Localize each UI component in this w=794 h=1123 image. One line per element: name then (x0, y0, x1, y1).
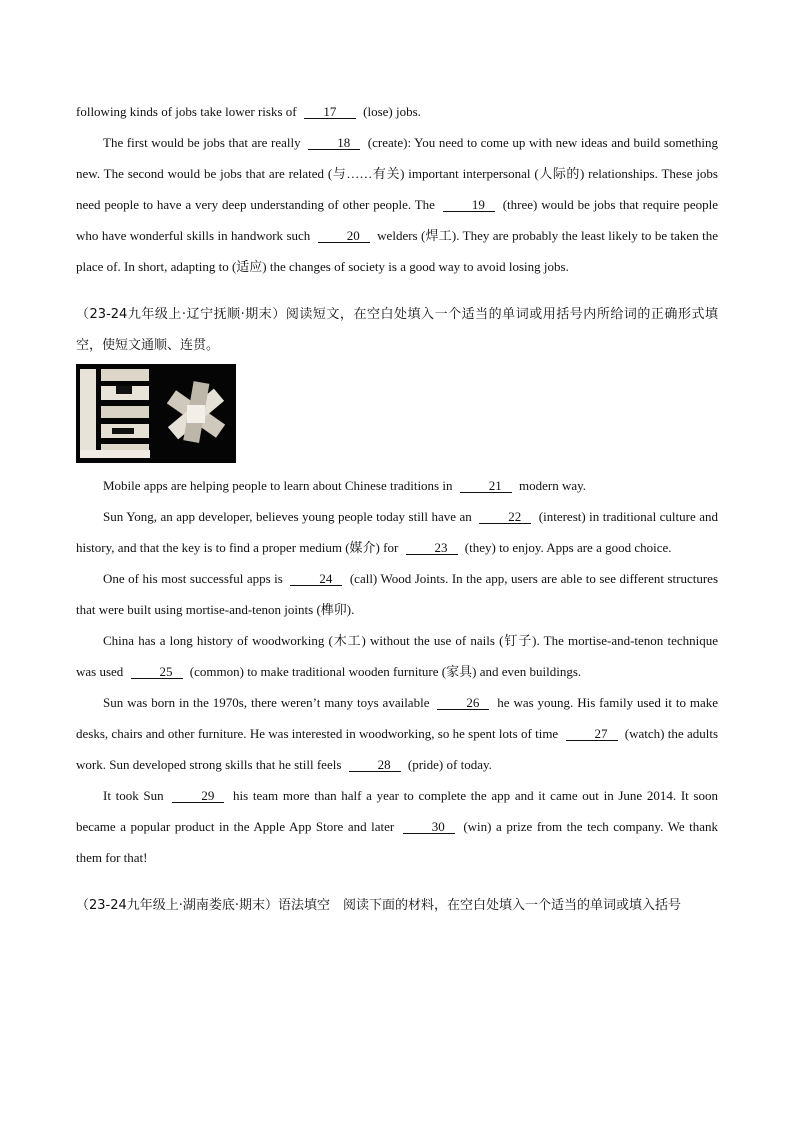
blank-17[interactable]: 17 (304, 105, 356, 119)
text: (watch) the adults work. Sun developed strong skills that he still feels (76, 726, 719, 772)
wooden-puzzle-image (76, 364, 236, 463)
passage1-line0 (76, 96, 718, 127)
text: (win) a prize from the tech company. We thank them for that! (76, 819, 719, 865)
document-page (76, 96, 718, 921)
blank-24[interactable]: 24 (290, 572, 342, 586)
text: Sun was born in the 1970s, there weren’t many toys available (103, 695, 430, 710)
text: Sun Yong, an app developer, believes young people today still have an (103, 509, 472, 524)
section2-instruction: （23-24九年级上·辽宁抚顺·期末）阅读短文，在空白处填入一个适当的单词或用括号内所给词的正确形式填空，使短文通顺、连贯。 (76, 307, 718, 353)
blank-22[interactable]: 22 (479, 510, 531, 524)
section2-paragraph-2 (76, 501, 718, 563)
section2-paragraph-4 (76, 625, 718, 687)
text: (create): You need to come up with new ideas and build something new. The second would be jobs that are related (与……有关) important interpersonal (人际的) relationships. These jobs need people to have a very deep understanding of other people. The (76, 135, 719, 212)
text: welders (焊工). They are probably the least likely to be taken the place of. In short, adapting to (适应) the changes of society is a good way to avoid losing jobs. (76, 228, 719, 274)
text: (three) would be jobs that require people who have wonderful skills in handwork such (76, 197, 718, 243)
passage1-paragraph (76, 127, 718, 282)
text: modern way. (518, 478, 587, 493)
text: his team more than half a year to complete the app and it came out in June 2014. It soon became a popular product in the Apple App Store and later (76, 788, 718, 834)
text: following kinds of jobs take lower risks of (76, 104, 297, 119)
blank-19[interactable]: 19 (443, 198, 495, 212)
blank-18[interactable]: 18 (308, 136, 360, 150)
section2-paragraph-3 (76, 563, 718, 625)
blank-28[interactable]: 28 (349, 758, 401, 772)
blank-26[interactable]: 26 (437, 696, 489, 710)
blank-29[interactable]: 29 (172, 789, 224, 803)
text: China has a long history of woodworking (木工) without the use of nails (钉子). The mortise-and-tenon technique was used (76, 633, 718, 679)
text: (they) to enjoy. Apps are a good choice. (464, 540, 672, 555)
text: (common) to make traditional wooden furniture (家具) and even buildings. (189, 664, 582, 679)
section2-paragraph-6 (76, 780, 718, 873)
blank-25[interactable]: 25 (131, 665, 183, 679)
section2-paragraph-5 (76, 687, 718, 780)
text: he was young. His family used it to make desks, chairs and other furniture. He was interested in woodworking, so he spent lots of time (76, 695, 719, 741)
blank-23[interactable]: 23 (406, 541, 458, 555)
blank-21[interactable]: 21 (460, 479, 512, 493)
text: (lose) jobs. (363, 104, 421, 119)
text: Mobile apps are helping people to learn about Chinese traditions in (103, 478, 453, 493)
text: (interest) in traditional culture and history, and that the key is to find a proper medium (媒介) for (76, 509, 718, 555)
text: (call) Wood Joints. In the app, users are able to see different structures that were built using mortise-and-tenon joints (榫卯). (76, 571, 719, 617)
blank-20[interactable]: 20 (318, 229, 370, 243)
section2-paragraph-1 (76, 470, 718, 501)
section3-instruction: （23-24九年级上·湖南娄底·期末）语法填空 阅读下面的材料，在空白处填入一个适当的单词或填入括号 (76, 898, 682, 913)
text: It took Sun (103, 788, 164, 803)
text: (pride) of today. (407, 757, 492, 772)
blank-30[interactable]: 30 (403, 820, 455, 834)
text: One of his most successful apps is (103, 571, 283, 586)
text: The first would be jobs that are really (103, 135, 301, 150)
blank-27[interactable]: 27 (566, 727, 618, 741)
